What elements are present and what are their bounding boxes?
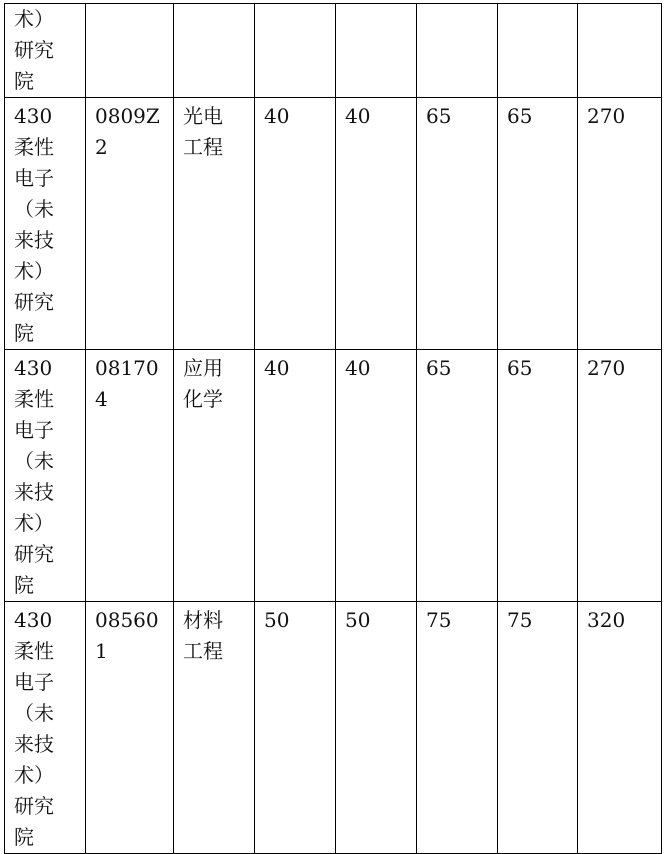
major-code: 081704 <box>95 356 159 411</box>
college-name: 术） 研究 院 <box>14 7 54 93</box>
major-code-cell <box>86 98 174 350</box>
score-cell-2 <box>336 4 417 98</box>
college-cell <box>5 4 86 98</box>
total-score-cell <box>578 350 662 602</box>
score-cell-1 <box>255 602 336 854</box>
total-score: 270 <box>587 104 626 128</box>
score-2: 40 <box>345 356 371 380</box>
score-4: 65 <box>507 356 533 380</box>
major-code: 085601 <box>95 608 159 663</box>
score-cell-3 <box>417 98 498 350</box>
major-name-cell <box>174 98 255 350</box>
table-row <box>5 4 662 98</box>
score-3: 75 <box>426 608 452 632</box>
major-name: 应用 化学 <box>183 356 223 411</box>
major-name-cell <box>174 350 255 602</box>
score-cell-2 <box>336 602 417 854</box>
total-score-cell <box>578 602 662 854</box>
score-cell-1 <box>255 98 336 350</box>
table-row <box>5 98 662 350</box>
score-cell-1 <box>255 350 336 602</box>
score-4: 65 <box>507 104 533 128</box>
college-cell <box>5 350 86 602</box>
college-name: 430 柔性 电子 （未 来技 术） 研究 院 <box>14 104 54 345</box>
score-4: 75 <box>507 608 533 632</box>
total-score-cell <box>578 98 662 350</box>
score-cell-1 <box>255 4 336 98</box>
score-cell-4 <box>498 98 578 350</box>
major-code-cell <box>86 602 174 854</box>
major-name: 材料 工程 <box>183 608 223 663</box>
major-name-cell <box>174 602 255 854</box>
score-line-table <box>4 3 662 854</box>
total-score-cell <box>578 4 662 98</box>
score-1: 50 <box>264 608 290 632</box>
college-name: 430 柔性 电子 （未 来技 术） 研究 院 <box>14 608 54 849</box>
table-row <box>5 602 662 854</box>
college-name: 430 柔性 电子 （未 来技 术） 研究 院 <box>14 356 54 597</box>
major-code: 0809Z2 <box>95 104 160 159</box>
score-cell-3 <box>417 602 498 854</box>
major-name: 光电 工程 <box>183 104 223 159</box>
college-cell <box>5 602 86 854</box>
score-2: 50 <box>345 608 371 632</box>
score-1: 40 <box>264 356 290 380</box>
table-row <box>5 350 662 602</box>
score-cell-4 <box>498 602 578 854</box>
major-code-cell <box>86 4 174 98</box>
score-cell-3 <box>417 4 498 98</box>
score-cell-4 <box>498 350 578 602</box>
score-1: 40 <box>264 104 290 128</box>
score-2: 40 <box>345 104 371 128</box>
total-score: 320 <box>587 608 626 632</box>
score-cell-3 <box>417 350 498 602</box>
score-3: 65 <box>426 104 452 128</box>
total-score: 270 <box>587 356 626 380</box>
major-code-cell <box>86 350 174 602</box>
score-cell-2 <box>336 98 417 350</box>
score-cell-4 <box>498 4 578 98</box>
major-name-cell <box>174 4 255 98</box>
score-cell-2 <box>336 350 417 602</box>
score-3: 65 <box>426 356 452 380</box>
college-cell <box>5 98 86 350</box>
